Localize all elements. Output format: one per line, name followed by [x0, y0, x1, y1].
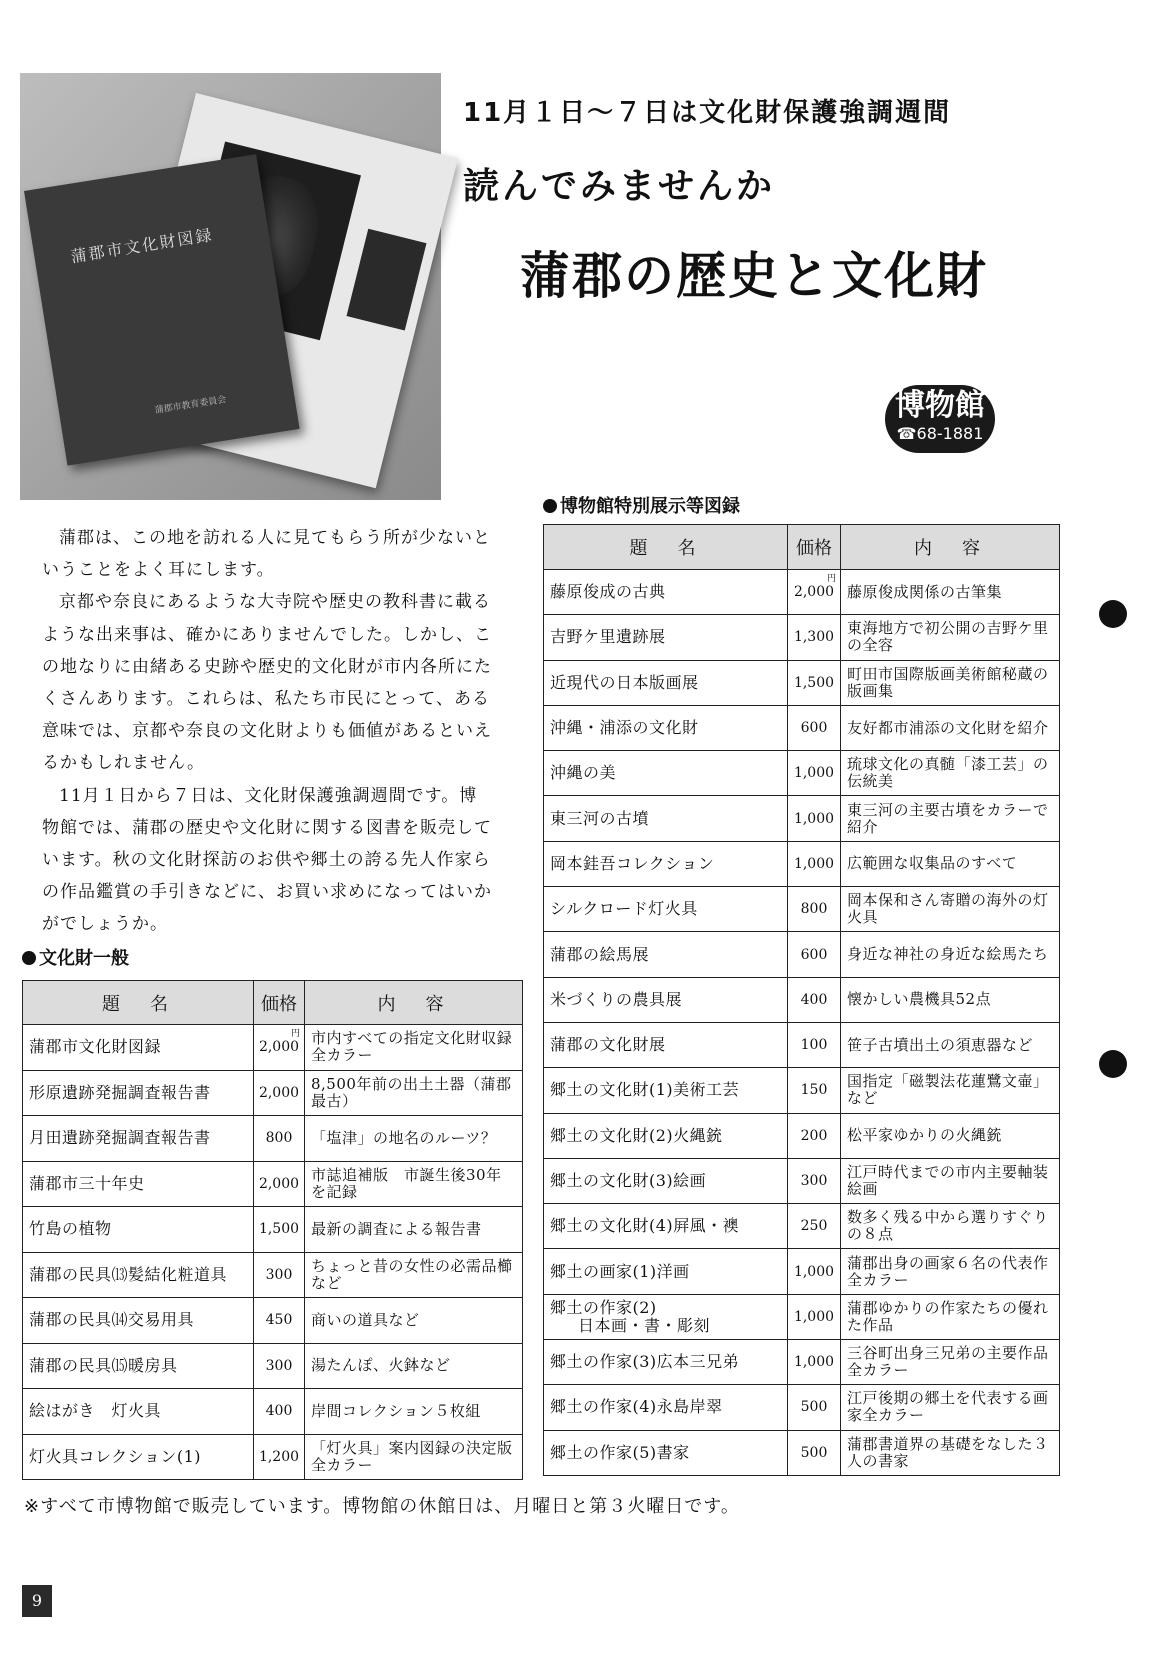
book-price-value: 300 [800, 1173, 828, 1189]
book-description: 「塩津」の地名のルーツ？ [305, 1116, 523, 1162]
museum-phone: ☎68-1881 [896, 424, 984, 443]
table-row [544, 1068, 1060, 1113]
book-price-value: 1,000 [793, 855, 835, 872]
book-price [788, 887, 841, 932]
bullet-dot-icon [22, 951, 36, 965]
book-description: 江戸後期の郷土を代表する画家全カラー [841, 1385, 1060, 1430]
book-cover-title: 蒲郡市文化財図録 [69, 225, 215, 267]
book-title [544, 1340, 788, 1385]
book-title [544, 751, 788, 796]
book-price [788, 1385, 841, 1430]
book-title-text: 米づくりの農具展 [550, 989, 683, 1009]
book-price [254, 1025, 305, 1071]
book-title-text: 近現代の日本版画展 [550, 672, 699, 692]
section-special-label: 博物館特別展示等図録 [560, 496, 740, 517]
book-price [788, 1068, 841, 1113]
table-row [23, 1298, 523, 1344]
book-price [788, 660, 841, 705]
book-price-value: 600 [800, 720, 828, 737]
book-price-value: 450 [265, 1312, 293, 1329]
book-title-text: 郷土の文化財(3)絵画 [550, 1171, 707, 1190]
table-row [544, 1294, 1060, 1339]
book-price [254, 1298, 305, 1344]
book-description: 国指定「磁製法花蓮鷺文壷」など [841, 1068, 1060, 1113]
book-price [254, 1070, 305, 1116]
book-description: 江戸時代までの市内主要軸装絵画 [841, 1158, 1060, 1203]
table-row [544, 660, 1060, 705]
book-title-text: 吉野ケ里遺跡展 [550, 627, 666, 647]
book-price-value: 1,000 [793, 765, 835, 782]
table-row [544, 841, 1060, 886]
book-description: 東海地方で初公開の吉野ケ里の全容 [841, 615, 1060, 660]
book-price [788, 1022, 841, 1067]
book-description: 東三河の主要古墳をカラーで紹介 [841, 796, 1060, 841]
book-title [544, 1204, 788, 1249]
book-title [544, 1158, 788, 1203]
book-price [254, 1161, 305, 1207]
book-price [788, 570, 841, 615]
book-cover-image [24, 154, 300, 465]
book-price [788, 705, 841, 750]
table-row [23, 1207, 523, 1253]
table-row [544, 751, 1060, 796]
book-title [23, 1025, 254, 1071]
book-description: 松平家ゆかりの火縄銃 [841, 1113, 1060, 1158]
book-price-value: 1,500 [258, 1221, 300, 1238]
book-title-text: 月田遺跡発掘調査報告書 [29, 1128, 211, 1148]
table-row [544, 1340, 1060, 1385]
section-general-title [22, 944, 129, 970]
book-title [544, 1385, 788, 1430]
table-row [544, 1430, 1060, 1475]
book-title-text: 蒲郡の民具⒀髪結化粧道具 [29, 1264, 228, 1284]
body-paragraph: 蒲郡は、この地を訪れる人に見てもらう所が少ないということをよく耳にします。 [42, 528, 491, 581]
book-price [788, 1294, 841, 1339]
table-row [544, 932, 1060, 977]
book-description: 身近な神社の身近な絵馬たち [841, 932, 1060, 977]
book-title [23, 1434, 254, 1480]
table-header-row [544, 525, 1060, 570]
book-title [544, 1430, 788, 1475]
book-description: 友好都市浦添の文化財を紹介 [841, 705, 1060, 750]
book-price [254, 1252, 305, 1298]
museum-badge [885, 385, 995, 453]
book-title-text: 郷土の文化財(1)美術工芸 [550, 1080, 740, 1100]
book-title [544, 1249, 788, 1294]
book-title-text: 郷土の文化財(4)屛風・襖 [550, 1216, 740, 1236]
book-title [544, 796, 788, 841]
book-description: 町田市国際版画美術館秘蔵の版画集 [841, 660, 1060, 705]
book-price-value: 1,500 [793, 674, 835, 691]
book-price-value: 1,000 [793, 1354, 835, 1371]
book-title [544, 660, 788, 705]
header-content: 内 容 [305, 981, 523, 1025]
book-price [788, 1158, 841, 1203]
book-price-value: 1,000 [793, 810, 835, 827]
book-price-value: 200 [800, 1127, 828, 1144]
book-title-text: 沖縄・浦添の文化財 [550, 718, 699, 738]
book-title-text: 蒲郡市文化財図録 [29, 1037, 162, 1057]
book-description: 琉球文化の真髄「漆工芸」の伝統美 [841, 751, 1060, 796]
table-row [544, 1249, 1060, 1294]
book-price-value: 2,000 [258, 1175, 300, 1192]
book-price-value: 250 [800, 1218, 828, 1235]
book-price-value: 500 [800, 1399, 828, 1416]
book-title [23, 1116, 254, 1162]
table-row [544, 1022, 1060, 1067]
book-description: 湯たんぽ、火鉢など [305, 1343, 523, 1389]
book-title-text: 岡本銈吾コレクション [550, 853, 715, 873]
book-price [788, 1204, 841, 1249]
book-price [788, 1340, 841, 1385]
table-row [544, 570, 1060, 615]
book-description: 懐かしい農機具52点 [841, 977, 1060, 1022]
article-body [42, 522, 492, 941]
book-price [788, 751, 841, 796]
table-row [544, 796, 1060, 841]
book-title [544, 932, 788, 977]
book-title-text: 蒲郡の民具⒁交易用具 [29, 1310, 195, 1330]
week-notice-heading: 11月１日〜７日は文化財保護強調週間 [463, 98, 952, 128]
book-title [23, 1252, 254, 1298]
book-price-value: 300 [265, 1266, 293, 1283]
book-price-value: 400 [265, 1403, 293, 1420]
book-cover-publisher: 蒲郡市教育委員会 [154, 395, 227, 417]
table-row [544, 615, 1060, 660]
book-price-value: 500 [800, 1444, 828, 1461]
book-title [23, 1298, 254, 1344]
table-row [544, 705, 1060, 750]
book-description: 8,500年前の出土土器（蒲郡最古） [305, 1070, 523, 1116]
book-title-text: シルクロード灯火具 [550, 899, 698, 919]
book-price [788, 932, 841, 977]
section-special-title [543, 492, 740, 518]
book-title-text: 絵はがき 灯火具 [29, 1401, 162, 1421]
book-description: 蒲郡ゆかりの作家たちの優れた作品 [841, 1294, 1060, 1339]
book-title-text: 郷土の画家(1)洋画 [550, 1261, 690, 1281]
book-description: 数多く残る中から選りすぐりの８点 [841, 1204, 1060, 1249]
book-description: 最新の調査による報告書 [305, 1207, 523, 1253]
book-description: 岸間コレクション５枚組 [305, 1389, 523, 1435]
table-row [23, 1389, 523, 1435]
catalog-photo [20, 73, 441, 500]
table-row [544, 887, 1060, 932]
book-title [544, 841, 788, 886]
book-title-text: 郷土の作家(4)永島岸翠 [550, 1397, 723, 1417]
table-row [544, 977, 1060, 1022]
yen-unit: 円 [290, 1029, 300, 1039]
main-title: 蒲郡の歴史と文化財 [520, 246, 988, 305]
book-price-value: 800 [800, 901, 828, 918]
table-row [544, 1385, 1060, 1430]
book-price-value: 1,200 [258, 1448, 300, 1465]
table-row [23, 1161, 523, 1207]
general-catalog-table [22, 980, 529, 1480]
table-row [544, 1158, 1060, 1203]
table-row [23, 1116, 523, 1162]
book-description: ちょっと昔の女性の必需品櫛など [305, 1252, 523, 1298]
page-number: 9 [22, 1585, 52, 1617]
header-price: 価格 [254, 981, 305, 1025]
table-row [544, 1204, 1060, 1249]
book-description: 市誌追補版 市誕生後30年を記録 [305, 1161, 523, 1207]
book-title [23, 1343, 254, 1389]
book-price-value: 2,000 [258, 1039, 300, 1056]
book-title-text: 蒲郡の絵馬展 [550, 944, 650, 964]
book-title-text: 灯火具コレクション(1) [29, 1446, 202, 1466]
header-price: 価格 [788, 525, 841, 570]
book-price-value: 600 [800, 946, 828, 963]
table-header-row [23, 981, 523, 1025]
table-row [23, 1252, 523, 1298]
section-general-label: 文化財一般 [39, 948, 129, 969]
book-price-value: 300 [265, 1357, 293, 1374]
book-title [23, 1389, 254, 1435]
book-price-value: 1,300 [793, 629, 835, 646]
book-price-value: 100 [800, 1037, 828, 1054]
book-price-value: 150 [800, 1082, 828, 1099]
book-title-text: 蒲郡の文化財展 [550, 1035, 666, 1055]
book-price [788, 1430, 841, 1475]
book-title [544, 1294, 788, 1339]
header-title: 題 名 [23, 981, 254, 1025]
book-price-value: 1,000 [793, 1263, 835, 1280]
book-description: 市内すべての指定文化財収録 全カラー [305, 1025, 523, 1071]
book-price [254, 1343, 305, 1389]
book-title-text: 蒲郡市三十年史 [29, 1173, 145, 1193]
binder-hole-icon [1099, 1050, 1127, 1078]
body-paragraph: 11月１日から７日は、文化財保護強調週間です。博物館では、蒲郡の歴史や文化財に関する図書を販売しています。秋の文化財探訪のお供や郷土の誇る先人作家らの作品鑑賞の手引きなどに、お買い求めになってはいかがでしょうか。 [42, 785, 492, 935]
table-row [23, 1343, 523, 1389]
book-description: 商いの道具など [305, 1298, 523, 1344]
book-description: 蒲郡書道界の基礎をなした３人の書家 [841, 1430, 1060, 1475]
table-row [23, 1434, 523, 1480]
yen-unit: 円 [826, 574, 836, 584]
book-title [23, 1161, 254, 1207]
book-title-text: 蒲郡の民具⒂暖房具 [29, 1355, 178, 1375]
book-title [23, 1070, 254, 1116]
book-title [544, 570, 788, 615]
book-title-text: 郷土の作家(2) [550, 1297, 657, 1317]
read-prompt-heading: 読んでみませんか [463, 166, 776, 207]
body-paragraph: 京都や奈良にあるような大寺院や歴史の教科書に載るような出来事は、確かにありませんでした。しかし、この地なりに由緒ある史跡や歴史的文化財が市内各所にたくさんあります。これらは、私たち市民にとって、ある意味では、京都や奈良の文化財よりも価値があるといえるかもしれません。 [42, 592, 492, 774]
binder-hole-icon [1099, 600, 1127, 628]
book-title-text: 形原遺跡発掘調査報告書 [29, 1082, 211, 1102]
book-description: 岡本保和さん寄贈の海外の灯火具 [841, 887, 1060, 932]
book-description: 広範囲な収集品のすべて [841, 841, 1060, 886]
book-price-value: 2,000 [258, 1084, 300, 1101]
book-description: 「灯火具」案内図録の決定版 全カラー [305, 1434, 523, 1480]
book-price-value: 800 [265, 1130, 293, 1147]
book-price-value: 2,000 [793, 584, 835, 601]
book-price [254, 1434, 305, 1480]
book-description: 三谷町出身三兄弟の主要作品全カラー [841, 1340, 1060, 1385]
book-price [788, 796, 841, 841]
book-title [544, 705, 788, 750]
table-row [544, 1113, 1060, 1158]
book-price-value: 400 [800, 991, 828, 1008]
book-title [544, 977, 788, 1022]
book-description: 笹子古墳出土の須恵器など [841, 1022, 1060, 1067]
book-title [544, 1068, 788, 1113]
book-title-text: 郷土の文化財(2)火縄銃 [550, 1125, 723, 1145]
book-title-text: 藤原俊成の古典 [550, 582, 666, 602]
bullet-dot-icon [543, 499, 557, 513]
book-title-text: 郷土の作家(3)広本三兄弟 [550, 1352, 740, 1372]
book-price-value: 1,000 [793, 1308, 835, 1325]
book-title-text: 東三河の古墳 [550, 808, 650, 828]
footnote: ※すべて市博物館で販売しています。博物館の休館日は、月曜日と第３火曜日です。 [24, 1496, 740, 1517]
book-price [254, 1116, 305, 1162]
book-price [788, 1113, 841, 1158]
book-title-text: 沖縄の美 [550, 763, 617, 783]
table-row [23, 1070, 523, 1116]
book-title-text: 郷土の作家(5)書家 [550, 1442, 690, 1462]
special-catalog-table [543, 524, 1060, 1476]
book-title [544, 1113, 788, 1158]
book-title [544, 887, 788, 932]
book-price [254, 1389, 305, 1435]
book-title [544, 615, 788, 660]
book-plate-image-2 [347, 229, 427, 331]
book-title [23, 1207, 254, 1253]
book-price [788, 1249, 841, 1294]
book-price [788, 977, 841, 1022]
header-content: 内 容 [841, 525, 1060, 570]
book-price [788, 615, 841, 660]
museum-name: 博物館 [895, 388, 985, 423]
header-title: 題 名 [544, 525, 788, 570]
book-price [788, 841, 841, 886]
book-description: 藤原俊成関係の古筆集 [841, 570, 1060, 615]
book-price [254, 1207, 305, 1253]
book-title [544, 1022, 788, 1067]
book-title-line2: 日本画・書・彫刻 [578, 1315, 711, 1335]
book-title-text: 竹島の植物 [29, 1219, 112, 1239]
book-description: 蒲郡出身の画家６名の代表作全カラー [841, 1249, 1060, 1294]
table-row [23, 1025, 523, 1071]
